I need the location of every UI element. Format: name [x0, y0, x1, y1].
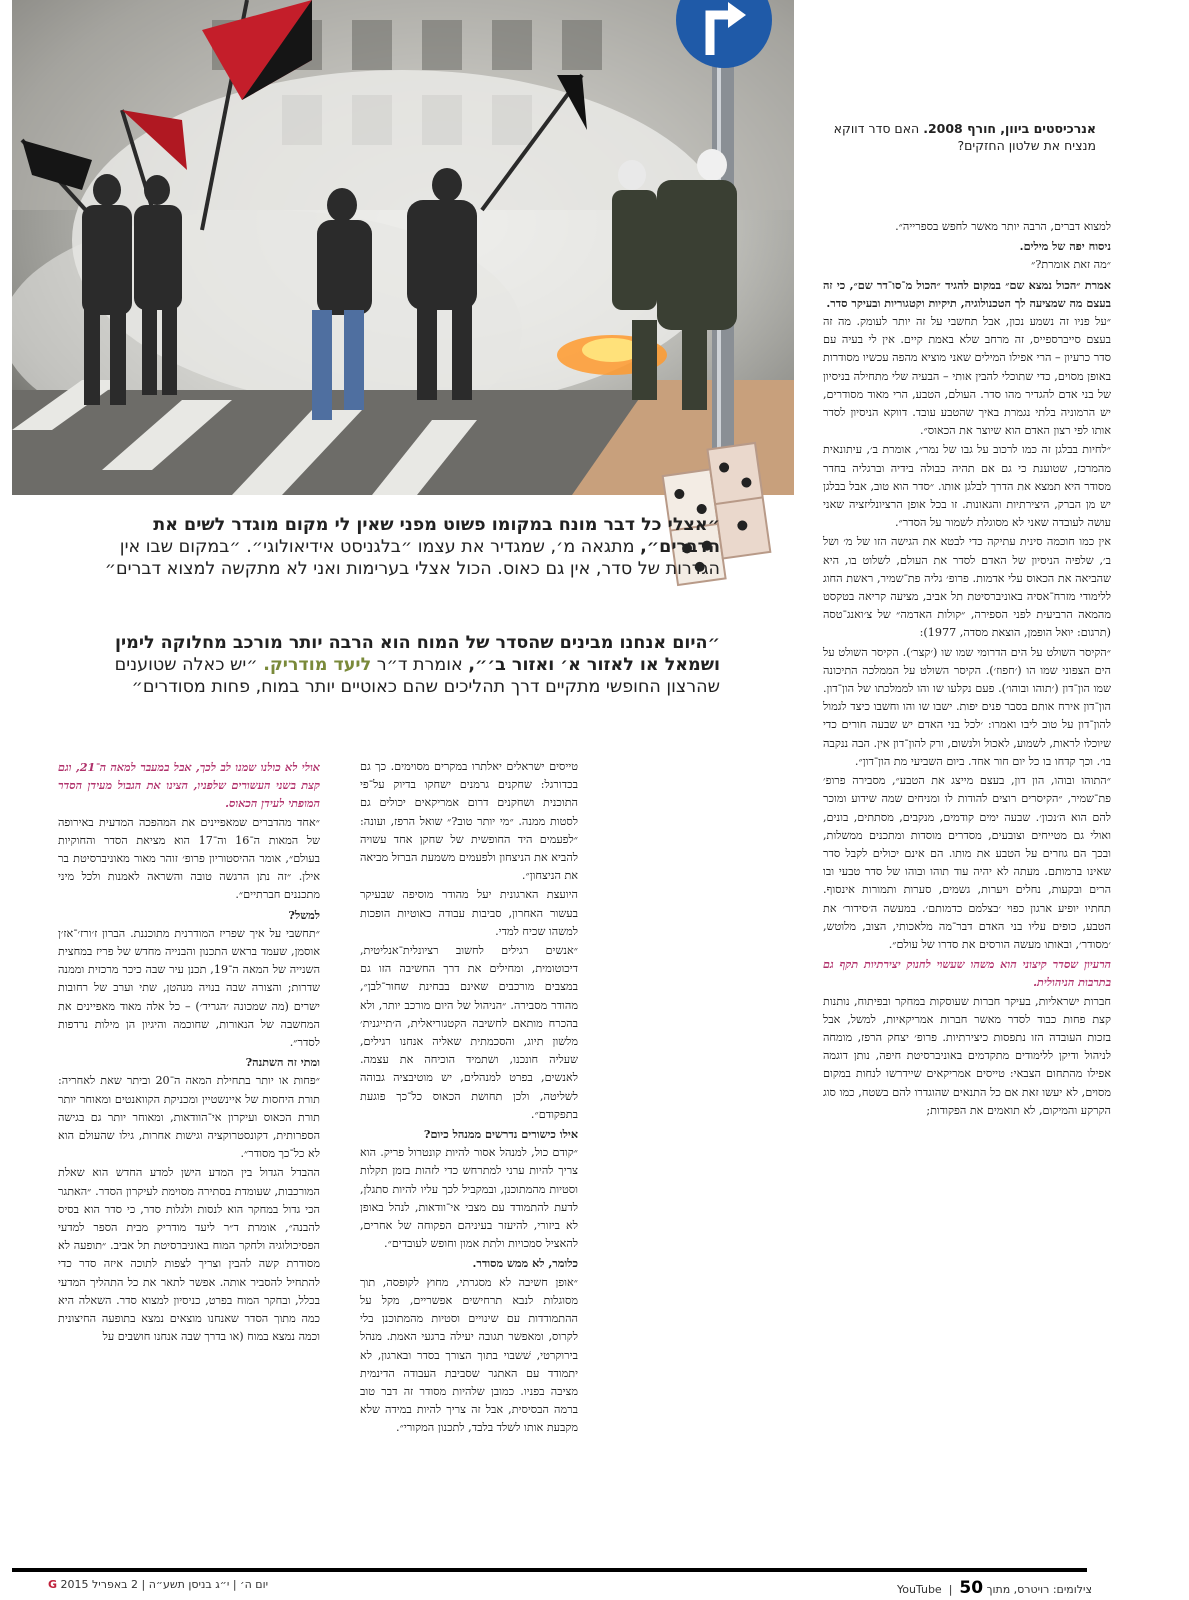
article-paragraph: ״מה זאת אומרת?״ — [1031, 258, 1111, 272]
interview-question: ניסוח יפה של מילים. — [1019, 239, 1111, 254]
article-paragraph: היועצת הארגונית יעל מהודר מוסיפה שבעיקר בעשור האחרון, סביבות עבודה כאוטיות הופכות למשהו שכיח למדי. — [360, 888, 578, 938]
interview-question: למשל? — [288, 907, 320, 922]
footer-credits: צילומים: רויטרס, מתוך YouTube | 50 — [896, 1578, 1092, 1598]
pull-quote-1-text: מתגאה מ׳, שמגדיר את עצמו ״בלגניסט אידיאולוגי״. ״במקום שבו אין הגדרות של סדר, אין גם כאוס. הכול אצלי בערימות ואני לא מתקשה למצוא דברים״ — [104, 537, 720, 579]
article-paragraph: ״תחשבי על איך שפריז המודרנית מתוכננת. הברון ז׳ורז׳־אז׳ן אוסמן, שעמד בראש התכנון והבנייה מחדש של פריז במחצית השנייה של המאה ה־19, תכנן עיר שבה כיכר מרכזית וממנה שדרות; והצורה שבה בנויה מנהטן, שתי וערב של רחובות ישרים (מה שמכונה ׳הגריד׳) – כל אלה מאוד מאפיינים את המחשבה של הנאורות, שחוכמה והיגיון הן מילות נרדפות לסדר״. — [58, 926, 320, 1050]
pull-quote-1-bold: ״אצלי כל דבר מונח במקומו פשוט מפני שאין לי מקום מוגדר לשים את הדברים״, — [153, 515, 720, 557]
article-paragraph: ״לחיות בבלגן זה כמו לרכוב על גבו של נמר״, אומרת ב׳, עיתונאית מהמרכז, שטוענת כי גם אם תהיה כבולה בידיה וברגליה בחדר מסודר היא תמצא את הדרך לבלגן אותו. ״סדר הוא טוב, אבל בבלגן יש מן הברק, היצירתיות והגאונות. זו בכל אופן הרציונליזציה שאני עושה לעובדה שאני לא מסוגלת לשמור על הסדר״. — [823, 443, 1111, 530]
caption-bold: אנרכיסטים ביוון, חורף 2008. — [923, 121, 1096, 136]
article-paragraph: ״אופן חשיבה לא מסגרתי, מחוץ לקופסה, תוך מסוגלות לנבא תרחישים אפשריים, מקל על ההתמודדות עם שינויים וסטיות מהמתוכנן בלי לקרוס, ומאפשר תגובה יעילה ברגעי האמת. מנהל בירוקרטי, שׁשבוי בתוך הצורך בסדר ובארגון, לא יתמודד עם האתגר שסביבת העבודה הדינמית מציבה בפניו. כמובן שלהיות מסודר זה דבר טוב ברמה הבסיסית, אבל זה צריך להיות במידה שלא מקבעת אותו לשלד בלבד, לתכנון המקורי״. — [360, 1275, 578, 1435]
highlighted-lead: הרעיון שסדר קיצוני הוא משהו שעשוי לחנוק יצירתיות תקף גם בתרבות הניהולית. — [823, 957, 1111, 990]
photo-credits: צילומים: רויטרס, מתוך YouTube — [896, 1583, 1092, 1596]
footer-date — [48, 1578, 268, 1591]
brand-logo: G — [48, 1578, 58, 1591]
article-paragraph: ״אחד מהדברים שמאפיינים את המהפכה המדעית באירופה של המאות ה־16 וה־17 הוא מציאת הסדר והחוקיות בעולם״, אומר ההיסטוריון פרופ׳ זוהר מאור מאוניברסיטת בר אילן. ״זה נתן הרגשה טובה והשראה לאמנות ולכל מיני מתכננים חברתיים״. — [58, 815, 321, 902]
pull-quote-2-mid: אומרת ד״ר — [371, 655, 469, 675]
article-paragraph: ״אנשים רגילים לחשוב רציונלית־אנליטית, דיכוטומית, ומחילים את דרך החשיבה הזו גם במצבים מורכבים שאינם בבחינת שחור־לבן״, מהודר מסבירה. ״הניהול של היום מורכב יותר, ולא בהכרח מותאם לחשיבה הקטגוריאלית, ה׳תייגנית׳ מלשון תיוג, והסכמתית שאליה אנחנו רגילים, שעליה חונכנו, ושתמיד הוכיחה את עצמה. לאנשים, בפרט למנהלים, יש מוטיבציה גבוהה לשליטה, ולכן תחושת הכאוס כל־כך פוגעת בתפקודם״. — [360, 944, 578, 1121]
article-paragraph: חברות ישראליות, בעיקר חברות שעוסקות במחקר ובפיתוח, נותנות קצת פחות כבוד לסדר מאשר חברות אמריקאיות, למשל, אבל בזכות העובדה הזו נתפסות כיצירתיות. פרופ׳ יצחק הרפז, מומחה לניהול ודיקן ללימודים מתקדמים באוניברסיטת חיפה, נותן דוגמה אפילו מהתחום הצבאי: טייסים אמריקאים שיידרשו לנחות במקום מסוים, לא יעשו זאת אם כל התנאים שהוגדרו להם בשטח, כמו סוג הקרקע והמיקום, לא תואמים את הפקודות; — [823, 994, 1111, 1117]
article-paragraph: ״התוהו ובוהו, הון דון, בעצם מייצג את הטבע״, מסבירה פרופ׳ פת־שמיר, ״הקיסרים רוצים להודות לו ומניחים שמה שידוע ומוכר להם הוא ה׳נכון׳. שבעה ימים קודמים, מנקבים, מסתתים, בונים, ואולי גם מטייחים וצובעים, מסדרים מוסדות ומתכנים ממשלות, ובכך הם גוזרים על הטבע את מותו. הם אינם יכולים לקבל סדר שאינו ברמותם. מעתה לא יהיה עוד תוהו ובוהו של סדר טבעי ובו הרים ובקעות, נחלים ויערות, גשמים, סערות ותמורות אינסוף. תחתיו יופיע ארגון כפוי ׳בצלמם כדמותם׳. במעשה ה׳סידור׳ את הטבע, כופים עליו בני האדם דבר־מה מלאכותי, הצוב, מלוטש, ׳מסודר׳, ובאותו מעשה הורסים את סדרו של עולם״. — [823, 774, 1111, 951]
protest-photo — [12, 0, 794, 495]
article-paragraph: למצוא דברים, הרבה יותר מאשר לחפש בספרייה״. — [895, 220, 1111, 233]
article-paragraph: ״קודם כול, למנהל אסור להיות קונטרול פריק. הוא צריך להיות ערני למתרחש כדי לזהות בזמן תקלות וסטיות מהמתוכנן, ובמקביל לכך עליו להיות סתגלן, לדעת להתמודד עם מצבי אי־וודאות, לנהל באופן לא ביזורי, להיעזר בעיניהם הפקוחה של אחרים, להאציל סמכויות ולתת אמון וחופש לעובדים״. — [360, 1146, 578, 1251]
article-paragraph: טייסים ישראלים יאלתרו במקרים מסוימים. כך גם בכדורגל: שחקנים גרמנים ישחקו בדיוק על־פי התוכנית ושחקנים דרום אמריקאים יכולים גם לסטות ממנה. ״מי יותר טוב?״ שואל הרפז, ועונה: ״לפעמים היד החופשית של שחקן אחד עשויה להביא את הניצחון ולפעמים משמעת הברזל מביאה את הניצחון״. — [360, 760, 578, 883]
interview-question: אמרת ״הכול נמצא שם״ במקום להגיד ״הכול מ־סו־דר שם״, כי זה בעצם מה שמציעה לך הטכנולוגיה, תיקיות וקטגוריות ובעיקר סדר. — [823, 277, 1111, 310]
pull-quote-2 — [70, 632, 720, 698]
article-paragraph: ״פחות או יותר בתחילת המאה ה־20 וביתר שאת לאחריה: תורת היחסות של איינשטיין ומכניקת הקוואנטים ומאוחר יותר תורת הכאוס ועיקרון אי־הוודאות, ומאוחר יותר גם בגישה הספרותית, דקונסטרוקציה וגישות אחרות, גילו שהעולם הוא לא כל־כך מסודר״. — [58, 1074, 320, 1161]
interview-question: כלומר, לא ממש מסודר. — [472, 1256, 578, 1271]
interview-question: אילו כישורים נדרשים ממנהל כיום? — [423, 1127, 578, 1142]
pull-quote-2-name: ליעד מודריק. — [263, 655, 372, 675]
pull-quote-2-text: ״יש כאלה שטוענים שהרצון החופשי מתקיים דרך תהליכים שהם כאוטיים יותר במוח, פחות מסודרים״ — [114, 655, 720, 697]
footer-rule — [12, 1568, 1087, 1572]
interview-question: ומתי זה השתנה? — [245, 1055, 320, 1070]
caption-text: האם סדר דווקא מנציח את שלטון החזקים? — [833, 121, 1096, 153]
article-paragraph: אין כמו חוכמה סינית עתיקה כדי לבטא את הגישה הזו של מ׳ ושל ב׳, שלפיה הניסיון של האדם לסדר את העולם, לשלוט בו, היא שהביאה את הכאוס עלי אדמות. פרופ׳ גליה פת־שמיר, ראשת החוג ללימודי מזרח־אסיה באוניברסיטת תל אביב, מציעה קריאה בטקסט מהמאה הרביעית לפני הספירה, ״קולות האדמה״ של צ׳ואנג־טסה (תרגום: יואל הופמן, הוצאת מסדה, 1977): — [823, 535, 1111, 640]
photo-caption — [826, 120, 1096, 154]
highlighted-lead: אולי לא כולנו שמנו לב לכך, אבל במעבר למאה ה־21, וגם קצת בשני העשורים שלפניו, הצינו את הגבול מעידן הסדר המופתי לעידן הכאוס. — [58, 760, 320, 811]
pull-quote-2-bold: ״היום אנחנו מבינים שהסדר של המוח הוא הרבה יותר מורכב מחלוקה לימין ושמאל או לאזור א׳ ואזור ב׳״, — [115, 633, 720, 675]
page-number: 50 — [959, 1578, 984, 1598]
article-paragraph: ״על פניו זה נשמע נכון, אבל תחשבי על זה יותר לעומק. מה זה בעצם סייברספייס, זה מרחב שלא באמת קיים. אין לי בעיה עם סדר כרעיון – הרי אפילו המילים שאני מוציא מהפה עכשיו מסודרות באופן מסוים, כדי שתוכלי להבין אותי – הבעיה שלי מתחילה בניסיון של בני אדם להגדיר מהו סדר. העולם, הטבע, הרי מאוד מסודרים, יש הרמוניה בלתי נגמרת באיך שהטבע עובד. דווקא הניסיון לסדר אותו לפי רצון האדם הוא שיוצר את הכאוס״. — [823, 315, 1111, 438]
photo-illustration — [12, 0, 794, 495]
article-column-middle — [360, 758, 578, 1439]
pull-quote-1 — [70, 514, 720, 580]
footer-date-text: יום ה׳ | י״ג בניסן תשע״ה | 2 באפריל 2015 — [60, 1578, 269, 1591]
article-paragraph: ההבדל הגדול בין המדע הישן למדע החדש הוא שאלת המורכבות, שעומדת בסתירה מסוימת לעיקרון הסדר. ״האתגר הכי גדול במחקר הוא לנסות ולגלות סדר, כי סדר הוא בסיס להבנה״, אומרת ד״ר ליעד מודריק מבית הספר למדעי הפסיכולוגיה ולחקר המוח באוניברסיטת תל אביב. ״תופעה לא מסודרת קשה להבין וצריך לצפות לתוכה איזה סדר כדי להתחיל להסביר אותה. אפשר לתאר את כל התהליך המדעי בכלל, ובחקר המוח בפרט, כניסיון למצוא סדר. השאלה היא כמה מתוך הסדר שאנחנו מוצאים נמצא בתופעה החיצונית וכמה נמצא במוח (או בדרך שבה אנחנו חושבים על — [58, 1166, 320, 1344]
article-paragraph: ״הקיסר השולט על הים הדרומי שמו שו (׳קצר׳). הקיסר השולט על הים הצפוני שמו הו (׳חפוז׳). הקיסר השולט על הממלכה התיכונה שמו הון־דון (׳תוהו ובוהו׳). פעם נקלעו שו והו לממלכתו של הון־דון. הון־דון אירח אותם בסבר פנים יפות. ישבו שו והו וחשבו כיצד לגמול להון־דון על טוב ליבו ואמרו: ׳לכל בני האדם יש שבעה חורים כדי שיוכלו לראות, לשמוע, לאכול ולנשום, ורק להון־דון אין. הבה ננקבה בו׳. וכך קדחו בו כל יום חור אחד. ביום השביעי מת הון־דון״. — [823, 645, 1111, 768]
article-column-right — [823, 218, 1111, 1121]
article-column-left — [58, 758, 320, 1348]
